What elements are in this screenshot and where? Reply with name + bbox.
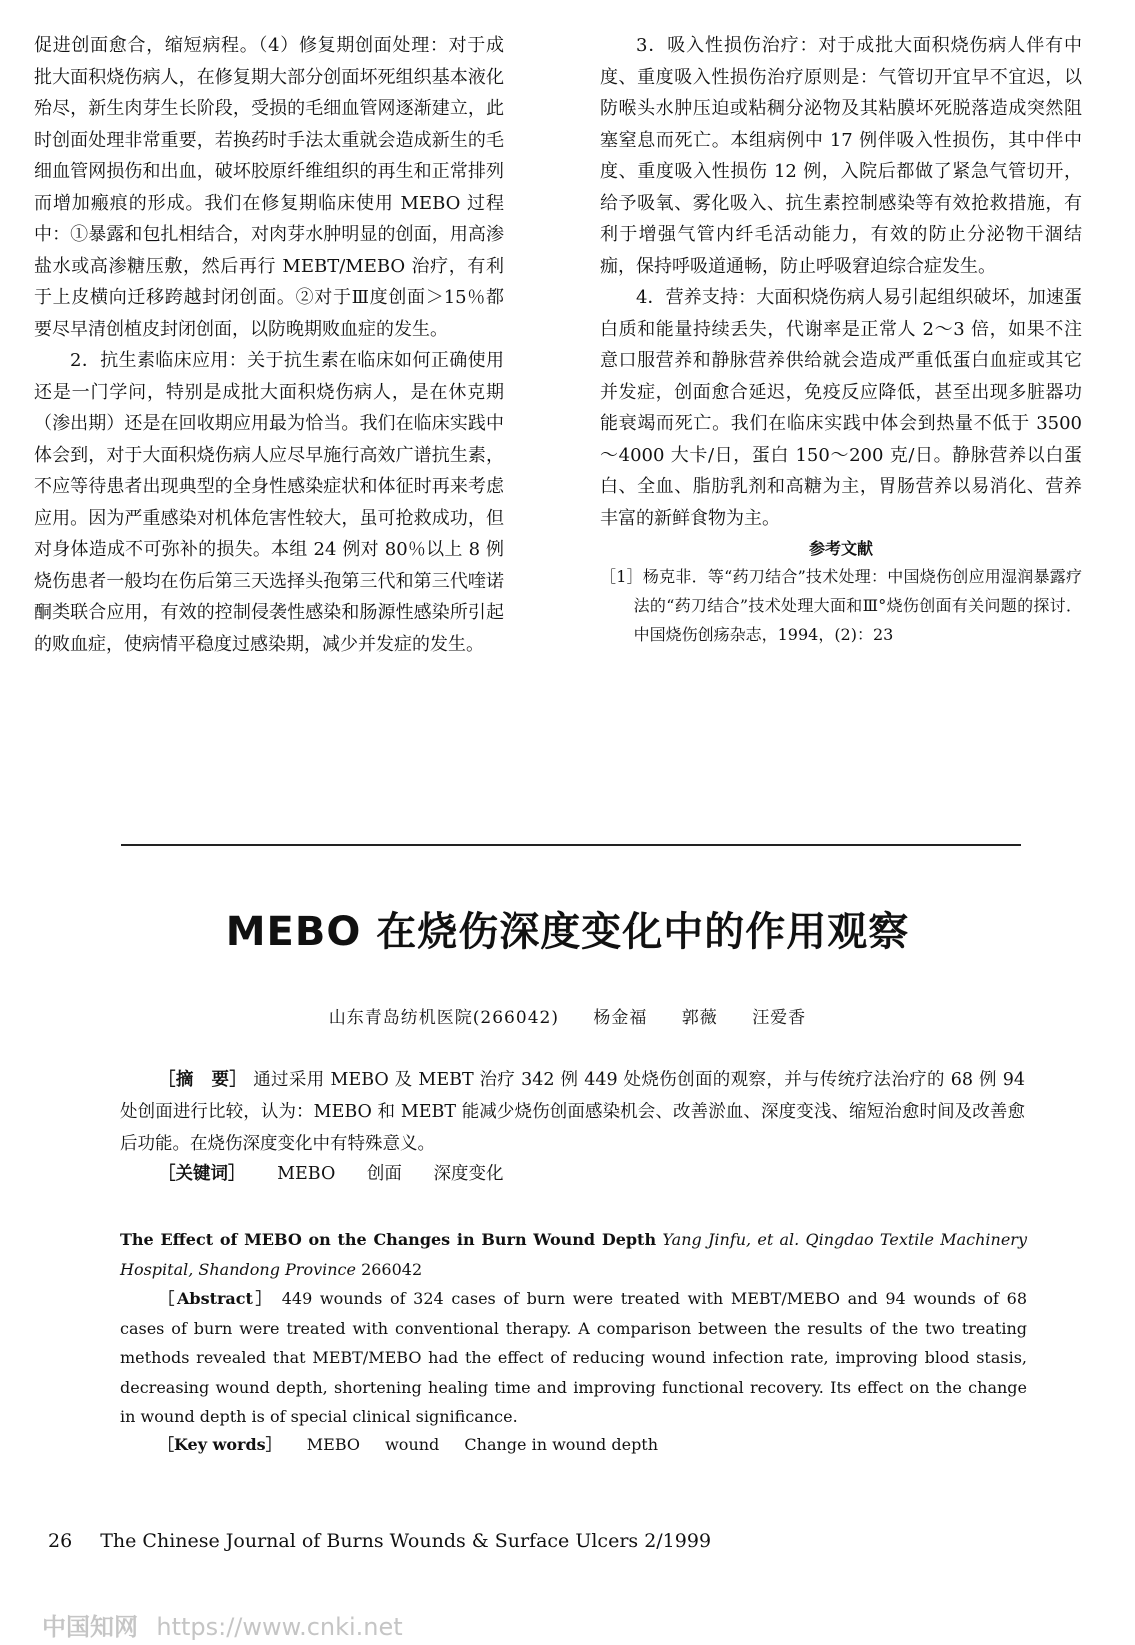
author-name: 汪爱香 [752, 1008, 807, 1028]
references-heading: 参考文献 [808, 539, 873, 558]
english-keyword: Change in wound depth [464, 1435, 659, 1454]
right-column [600, 30, 1082, 649]
page-number: 26 [48, 1530, 73, 1552]
english-keyword: MEBO [306, 1435, 361, 1454]
article-title: MEBO 在烧伤深度变化中的作用观察 [225, 909, 910, 955]
left-paragraph-1: 促进创面愈合，缩短病程。（4）修复期创面处理：对于成批大面积烧伤病人，在修复期大部分创面坏死组织基本液化殆尽，新生肉芽生长阶段，受损的毛细血管网逐渐建立，此时创面处理非常重要，若换药时手法太重就会造成新生的毛细血管网损伤和出血，破坏胶原纤维组织的再生和正常排列而增加瘢痕的形成。我们在修复期临床使用 MEBO 过程中：①暴露和包扎相结合，对肉芽水肿明显的创面，用高渗盐水或高渗糖压敷，然后再行 MEBT/MEBO 治疗，有利于上皮横向迁移跨越封闭创面。②对于Ⅲ度创面＞15％都要尽早清创植皮封闭创面，以防晚期败血症的发生。 [34, 35, 504, 340]
english-title: The Effect of MEBO on the Changes in Burn Wound Depth [120, 1230, 657, 1249]
english-abstract-block [120, 1225, 1027, 1432]
english-postcode: 266042 [361, 1259, 423, 1279]
chinese-abstract [120, 1064, 1025, 1160]
left-column [34, 30, 504, 660]
author-line [0, 1003, 1135, 1028]
english-byline: Yang Jinfu, et al. Qingdao Textile Machinery Hospital, Shandong Province [120, 1230, 1027, 1279]
keyword: MEBO [277, 1164, 336, 1184]
english-abstract-label: ［Abstract］ [158, 1289, 275, 1308]
section-divider [121, 844, 1021, 846]
left-paragraph-2: 2．抗生素临床应用：关于抗生素在临床如何正确使用还是一门学问，特别是成批大面积烧伤病人，是在休克期（渗出期）还是在回收期应用最为恰当。我们在临床实践中体会到，对于大面积烧伤病人应尽早施行高效广谱抗生素，不应等待患者出现典型的全身性感染症状和体征时再来考虑应用。因为严重感染对机体危害性较大，虽可抢救成功，但对身体造成不可弥补的损失。本组 24 例对 80％以上 8 例烧伤患者一般均在伤后第三天选择头孢第三代和第三代喹诺酮类联合应用，有效的控制侵袭性感染和肠源性感染所引起的败血症，使病情平稳度过感染期，减少并发症的发生。 [34, 350, 504, 655]
abstract-text: 通过采用 MEBO 及 MEBT 治疗 342 例 449 处烧伤创面的观察，并与传统疗法治疗的 68 例 94 处创面进行比较，认为：MEBO 和 MEBT 能减少烧伤创面感染机会、改善淤血、深度变浅、缩短治愈时间及改善愈后功能。在烧伤深度变化中有特殊意义。 [120, 1070, 1025, 1154]
affiliation: 山东青岛纺机医院(266042) [328, 1008, 559, 1028]
right-paragraph-1: 3．吸入性损伤治疗：对于成批大面积烧伤病人伴有中度、重度吸入性损伤治疗原则是：气管切开宜早不宜迟，以防喉头水肿压迫或粘稠分泌物及其粘膜坏死脱落造成突然阻塞窒息而死亡。本组病例中 17 例伴吸入性损伤，其中伴中度、重度吸入性损伤 12 例，入院后都做了紧急气管切开，给予吸氧、雾化吸入、抗生素控制感染等有效抢救措施，有利于增强气管内纤毛活动能力，有效的防止分泌物干涸结痂，保持呼吸道通畅，防止呼吸窘迫综合症发生。 [600, 35, 1082, 277]
watermark-brand: 中国知网 [42, 1613, 138, 1641]
english-keywords [158, 1432, 658, 1455]
keyword: 创面 [366, 1164, 402, 1184]
right-paragraph-2: 4．营养支持：大面积烧伤病人易引起组织破坏，加速蛋白质和能量持续丢失，代谢率是正常人 2～3 倍，如果不注意口服营养和静脉营养供给就会造成严重低蛋白血症或其它并发症，创面愈合延迟，免疫反应降低，甚至出现多脏器功能衰竭而死亡。我们在临床实践中体会到热量不低于 3500～4000 大卡/日，蛋白 150～200 克/日。静脉营养以白蛋白、全血、脂肪乳剂和高糖为主，胃肠营养以易消化、营养丰富的新鲜食物为主。 [600, 287, 1082, 529]
abstract-label: ［摘 要］ [158, 1070, 248, 1090]
english-abstract-text: 449 wounds of 324 cases of burn were treated with MEBT/MEBO and 94 wounds of 68 cases of burn were treated with conventional therapy. A comparison between the results of the two treating methods revealed that MEBT/MEBO had the effect of reducing wound infection rate, improving blood stasis, decreasing wound depth, shortening healing time and improving functional recovery. Its effect on the change in wound depth is of special clinical significance. [120, 1289, 1027, 1426]
author-name: 郭薇 [681, 1008, 718, 1028]
page-footer [48, 1530, 711, 1552]
keywords-label: ［关键词］ [158, 1164, 246, 1184]
english-keywords-label: ［Key words］ [158, 1435, 282, 1454]
author-name: 杨金福 [593, 1008, 648, 1028]
watermark-url: https://www.cnki.net [156, 1613, 403, 1641]
english-keyword: wound [385, 1435, 440, 1454]
cnki-watermark [42, 1607, 403, 1642]
chinese-keywords [158, 1160, 503, 1185]
reference-item: ［1］杨克非．等“药刀结合”技术处理：中国烧伤创应用湿润暴露疗法的“药刀结合”技术处理大面和Ⅲ°烧伤创面有关问题的探讨．中国烧伤创疡杂志，1994，(2)：23 [600, 567, 1082, 644]
journal-name: The Chinese Journal of Burns Wounds & Surface Ulcers 2/1999 [100, 1530, 712, 1552]
keyword: 深度变化 [433, 1164, 504, 1184]
